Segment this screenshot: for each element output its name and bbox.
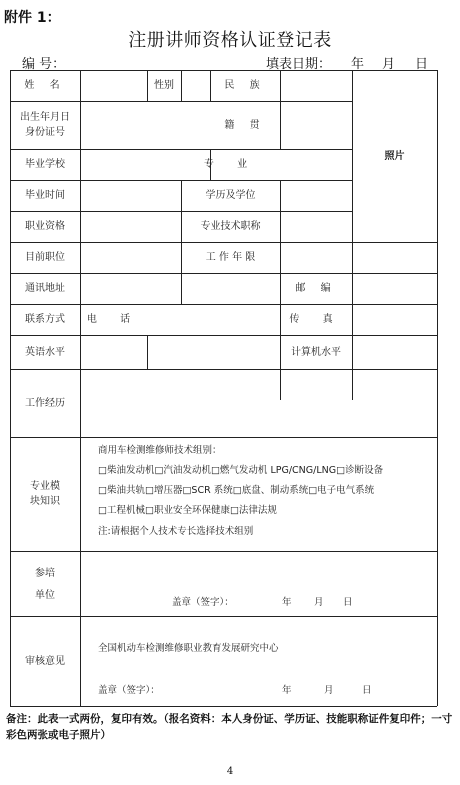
table-border-bottom	[10, 706, 437, 707]
birth-id-label: 出生年月日 身份证号	[20, 112, 70, 138]
date-month: 月	[382, 57, 396, 72]
fax-value[interactable]	[352, 304, 437, 335]
birth-id-value[interactable]	[80, 101, 210, 149]
module-group-heading: 商用车检测维修师技术组别：	[98, 445, 222, 456]
major-label: 专 业	[203, 159, 258, 170]
date-label: 填表日期：	[266, 57, 332, 72]
training-day: 日	[343, 597, 353, 608]
row-line	[10, 551, 437, 552]
module-options-line-2[interactable]: □柴油共轨□增压器□SCR 系统□底盘、制动系统□电子电气系统	[98, 485, 375, 496]
table-border-right	[437, 70, 438, 706]
module-options-line-1[interactable]: □柴油发动机□汽油发动机□燃气发动机 LPG/CNG/LNG□诊断设备	[98, 465, 384, 476]
training-month: 月	[314, 597, 324, 608]
name-value[interactable]	[80, 70, 147, 101]
computer-value[interactable]	[352, 335, 437, 369]
postcode-value[interactable]	[352, 273, 437, 304]
work-years-value[interactable]	[280, 242, 437, 273]
major-value[interactable]	[280, 149, 352, 180]
page-number: 4	[226, 766, 234, 777]
address-value[interactable]	[80, 273, 280, 304]
tech-title-label: 专业技术职称	[200, 221, 261, 232]
module-note: 注:请根据个人技术专长选择技术组别	[98, 526, 254, 537]
training-seal-label: 盖章（签字）：	[172, 597, 234, 608]
phone-label: 电 话	[86, 314, 141, 325]
ethnicity-label: 民 族	[224, 80, 266, 91]
degree-value[interactable]	[280, 180, 352, 211]
review-year: 年	[282, 685, 292, 696]
footer-note: 备注：此表一式两份，复印有效。（报名资料：本人身份证、学历证、技能职称证件复印件；一寸彩色两张或电子照片）	[6, 713, 453, 742]
training-label-2: 单位	[35, 589, 55, 601]
qualification-label: 职业资格	[25, 221, 65, 232]
review-organization: 全国机动车检测维修职业教育发展研究中心	[98, 643, 279, 654]
training-label-1: 参培	[35, 567, 55, 579]
degree-label: 学历及学位	[205, 190, 256, 201]
form-title: 注册讲师资格认证登记表	[128, 30, 332, 51]
ethnicity-value[interactable]	[280, 70, 352, 101]
name-label: 姓 名	[24, 80, 66, 91]
english-label: 英语水平	[25, 346, 65, 358]
position-value[interactable]	[80, 242, 181, 273]
work-history-value[interactable]	[80, 369, 437, 437]
review-month: 月	[324, 685, 334, 696]
school-label: 毕业学校	[25, 159, 65, 170]
phone-value[interactable]	[147, 304, 280, 335]
attachment-label: 附件 1：	[4, 10, 61, 26]
module-options-line-3[interactable]: □工程机械□职业安全环保健康□法律法规	[98, 505, 277, 516]
grad-time-label: 毕业时间	[25, 190, 65, 201]
native-place-label: 籍 贯	[224, 119, 266, 131]
fax-label: 传 真	[289, 314, 343, 325]
review-day: 日	[362, 685, 372, 696]
position-label: 目前职位	[25, 252, 65, 263]
photo-box[interactable]: 照片	[384, 150, 405, 162]
training-year: 年	[282, 597, 292, 608]
gender-value[interactable]	[181, 70, 210, 101]
native-place-value[interactable]	[280, 101, 352, 149]
contact-label: 联系方式	[25, 314, 65, 325]
grad-time-value[interactable]	[80, 180, 181, 211]
date-year: 年	[351, 57, 365, 72]
work-years-label: 工 作 年 限	[205, 252, 256, 263]
work-history-label: 工作经历	[25, 397, 65, 409]
school-value[interactable]	[80, 149, 181, 180]
review-seal-label: 盖章（签字）：	[98, 685, 160, 696]
gender-label: 性别	[154, 80, 174, 91]
qualification-value[interactable]	[80, 211, 181, 242]
postcode-label: 邮 编	[295, 283, 337, 294]
address-label: 通讯地址	[25, 283, 65, 294]
english-value[interactable]	[80, 335, 280, 369]
number-label: 编 号：	[22, 57, 66, 72]
review-label: 审核意见	[25, 655, 65, 667]
computer-label: 计算机水平	[291, 346, 341, 358]
registration-form-table	[10, 70, 437, 706]
tech-title-value[interactable]	[280, 211, 352, 242]
date-day: 日	[415, 57, 429, 72]
module-label: 专业模 块知识	[30, 481, 60, 507]
